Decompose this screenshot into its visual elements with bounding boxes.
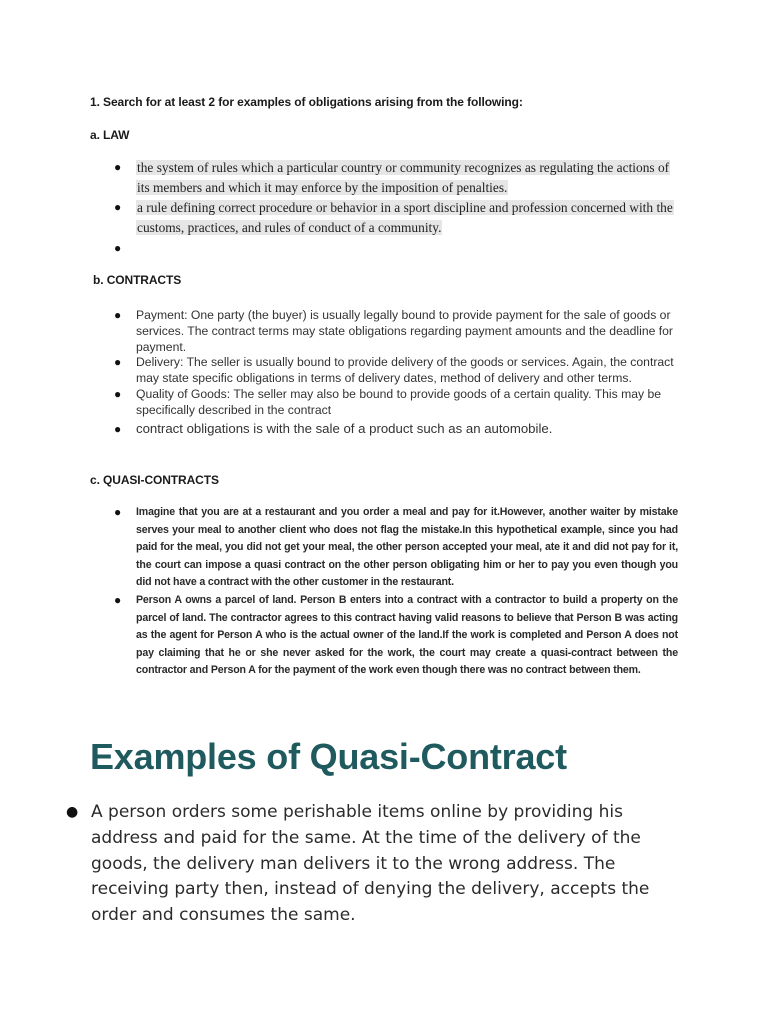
examples-title: Examples of Quasi-Contract [90,736,567,777]
bullet-icon: ● [114,421,122,436]
contracts-list [114,308,689,438]
list-item [114,239,674,259]
law-item-text: the system of rules which a particular country or community recognizes as regulating the actions of its members and which it may enforce by the imposition of penalties. [137,160,670,195]
bullet-icon: ● [114,241,122,255]
list-item [114,198,674,237]
contracts-item-text: contract obligations is with the sale of a product such as an automobile. [136,420,553,436]
section-heading-law: a. LAW [90,128,130,142]
contracts-item-text: Quality of Goods: The seller may also be bound to provide goods of a certain quality. This may be specifically described in the contract [136,386,662,417]
bullet-icon: ● [114,386,122,401]
list-item [66,800,686,929]
quasi-item-text: Imagine that you are at a restaurant and you order a meal and pay for it.However, another waiter by mistake serves your meal to another client who does not flag the mistake.In this hypothetical example, since you had paid for the meal, you did not get your meal, the other person accepted your meal, ate it and did not pay for it, the court can impose a quasi contract on the other person obligating him or her to pay you even though you did not have a contract with the other customer in the restaurant. [136,506,678,589]
bullet-icon: ● [114,308,122,322]
bullet-icon: ● [114,505,122,519]
contracts-item-text: Payment: One party (the buyer) is usually legally bound to provide payment for the sale of goods or services. The contract terms may state obligations regarding payment amounts and the deadline for payment. [136,308,673,354]
list-item [114,504,678,592]
law-list [114,158,674,260]
list-item [114,592,678,680]
bullet-icon: ● [114,200,122,214]
bullet-icon: ● [114,160,122,174]
section-heading-contracts: b. CONTRACTS [93,273,182,287]
list-item [114,387,689,419]
section-heading-quasi-contracts: c. QUASI-CONTRACTS [90,473,219,487]
law-item-text: a rule defining correct procedure or behavior in a sport discipline and profession concerned with the customs, practices, and rules of conduct of a community. [137,200,673,235]
quasi-contracts-list [114,504,678,680]
list-item [114,308,689,355]
list-item [114,420,689,438]
list-item [114,355,689,387]
example-item-text: A person orders some perishable items online by providing his address and paid for the same. At the time of the delivery of the goods, the delivery man delivers it to the wrong address. The receiving party then, instead of denying the delivery, accepts the order and consumes the same. [91,802,650,926]
bullet-icon: ● [114,355,122,370]
examples-list [66,800,686,929]
contracts-item-text: Delivery: The seller is usually bound to provide delivery of the goods or services. Again, the contract may state specific obligations in terms of delivery dates, method of delivery and other terms. [136,355,674,386]
bullet-icon: ● [114,592,122,607]
bullet-icon: ● [66,804,79,820]
list-item [114,158,674,197]
question-heading: 1. Search for at least 2 for examples of obligations arising from the following: [90,95,523,109]
quasi-item-text: Person A owns a parcel of land. Person B enters into a contract with a contractor to build a property on the parcel of land. The contractor agrees to this contract having valid reasons to believe that Person B was acting as the agent for Person A who is the actual owner of the land.If the work is completed and Person A does not pay claiming that he or she never asked for the work, the court may create a quasi-contract between the contractor and Person A for the payment of the work even though there was no contract between them. [136,593,678,677]
